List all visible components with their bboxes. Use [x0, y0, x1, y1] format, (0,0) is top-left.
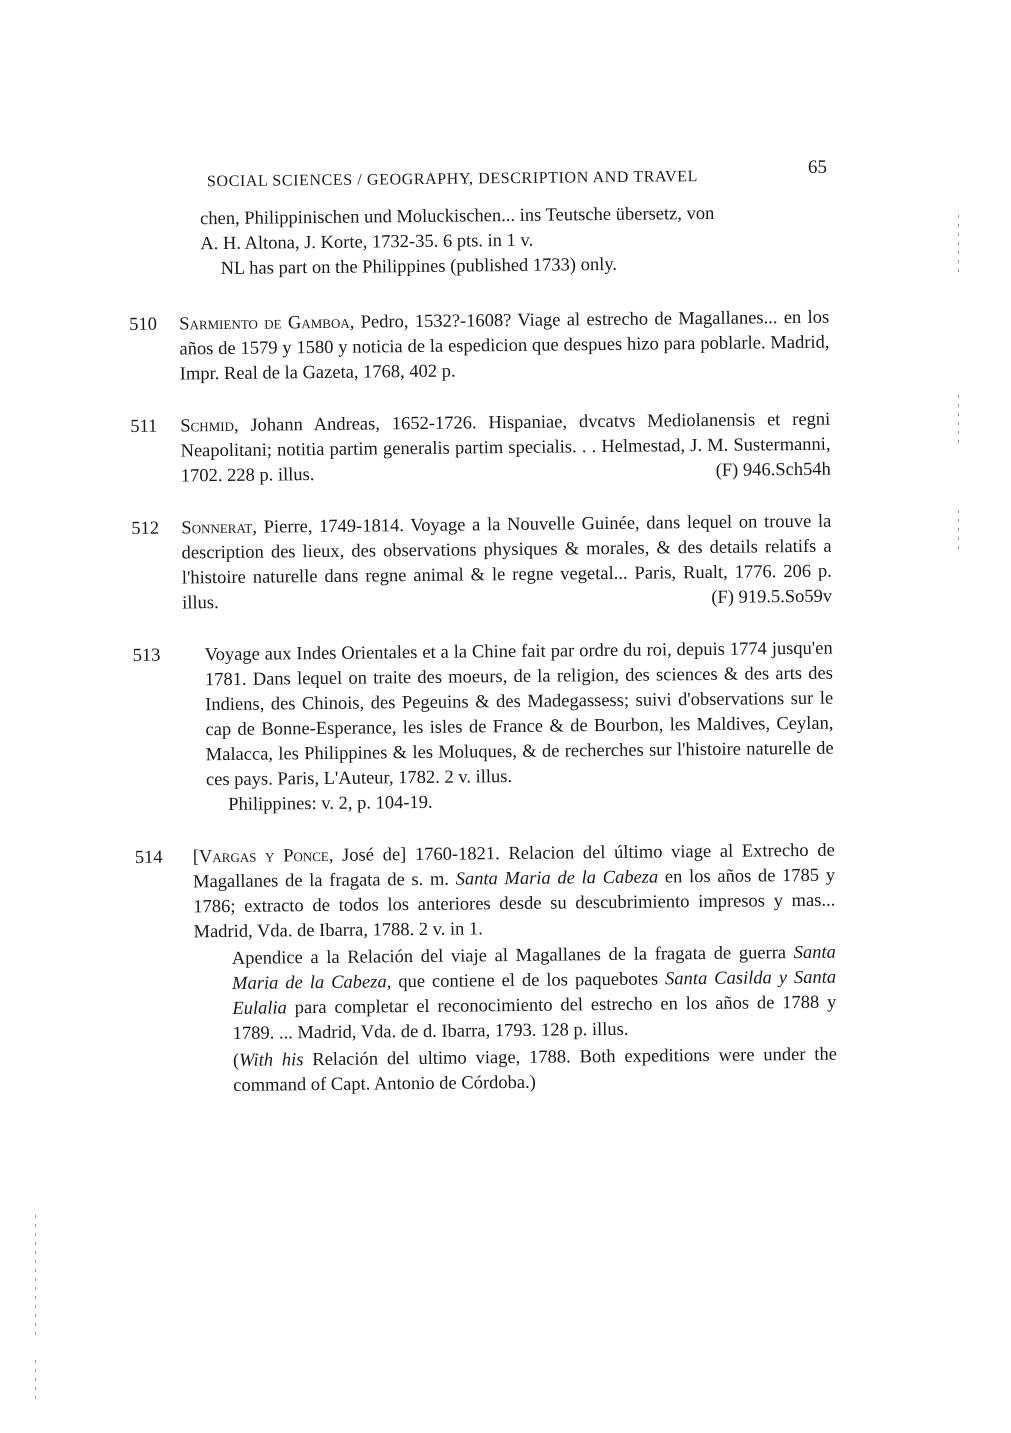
appendix-text: para completar el reconocimiento del estrecho en los años de 1788 y 1789. ... Madrid, Vda. de d. Ibarra, 1793. 128 p. illus.: [232, 992, 837, 1044]
scan-artifact: [35, 1360, 36, 1400]
entry-number: 513: [132, 645, 161, 666]
entry-description: Pedro, 1532?-1608? Viage al estrecho de Magallanes... en los años de 1579 y 1580 y noticia de la espedicion que despues hizo para poblarle. Madrid, Impr. Real de la Gazeta, 1768, 402 p.: [179, 307, 830, 385]
call-number: (F) 919.5.So59v: [711, 586, 833, 608]
entry-number: 511: [130, 416, 158, 437]
running-head-title: SOCIAL SCIENCES / GEOGRAPHY, DESCRIPTION AND TRAVEL: [206, 168, 699, 191]
scan-artifact: [958, 510, 959, 550]
entry-description: Johann Andreas, 1652-1726. Hispaniae, dvcatvs Mediolanensis et regni Neapolitani; notitia partim generalis partim specialis. . . Helmestad, J. M. Sustermanni, 1702. 228 p. illus.: [180, 409, 831, 487]
scan-artifact: [958, 395, 959, 445]
page-number: 65: [807, 156, 827, 178]
entry-description: Pierre, 1749-1814. Voyage a la Nouvelle Guinée, dans lequel on trouve la description des lieux, des observations physiques & morales, & des details relatifs a l'histoire naturelle dans regne animal & le regne vegetal... Paris, Rualt, 1776. 206 p. illus.: [181, 511, 832, 614]
scan-artifact: [35, 1215, 36, 1335]
appendix-text: Apendice a la Relación del viaje al Magallanes de la fragata de guerra: [231, 943, 794, 969]
entry-number: 510: [129, 314, 158, 335]
entry-512: [131, 510, 832, 617]
entry-number: 514: [134, 847, 163, 868]
entry-author: Sarmiento de Gamboa,: [179, 312, 355, 335]
entry-513: [133, 637, 835, 819]
continuation-note: NL has part on the Philippines (published 1733) only.: [220, 254, 618, 280]
entry-appendix: [206, 941, 837, 1048]
with-note-open: (: [232, 1050, 240, 1071]
call-number: (F) 946.Sch54h: [715, 459, 831, 481]
entry-511: [130, 408, 831, 490]
continuation-line: A. H. Altona, J. Korte, 1732-35. 6 pts. in 1 v.: [200, 230, 534, 255]
entry-text: [185, 839, 836, 946]
entry-author: Sonnerat,: [181, 517, 258, 539]
entry-description: José de] 1760-1821. Relacion del último viage al Extrecho de Magallanes de la fragata de s. m.: [192, 840, 835, 893]
bibliography-content: [128, 201, 837, 1100]
appendix-italic: Santa Casilda y Santa Eulalia: [232, 967, 837, 1019]
scan-artifact: [958, 215, 959, 275]
entry-author: Schmid,: [180, 415, 239, 437]
running-header: [207, 157, 827, 203]
entry-title-italic: Santa Maria de la Cabeza: [455, 867, 659, 890]
entry-text: [181, 510, 832, 617]
appendix-text: que contiene el de los paquebotes: [391, 969, 666, 993]
entry-note: Philippines: v. 2, p. 104-19.: [228, 792, 433, 815]
appendix-italic: Santa Maria de la Cabeza,: [232, 942, 836, 994]
continuation-block: [200, 201, 829, 283]
entry-text: [179, 306, 830, 388]
entry-description-continued: en los años de 1785 y 1786; extracto de todos los anteriores desde su descubrimiento impresos y mas... Madrid, Vda. de Ibarra, 1788. 2 v. in 1.: [193, 865, 836, 943]
continuation-line: chen, Philippinischen und Moluckischen... ins Teutsche übersetz, von: [200, 203, 715, 230]
entry-number: 512: [131, 518, 160, 539]
entry-514: [135, 839, 838, 1100]
entry-author: Vargas y Ponce,: [198, 845, 334, 868]
bracket-open: [: [192, 847, 200, 868]
entry-description: Voyage aux Indes Orientales et a la Chine fait par ordre du roi, depuis 1774 jusqu'en 1781. Dans lequel on traite des moeurs, de la religion, des sciences & des arts des Indiens, des Chinois, des Pegeuins & des Madegassess; suivi d'observations sur le cap de Bonne-Esperance, les isles de France & de Bourbon, les Maldives, Ceylan, Malacca, les Philippines & les Moluques, & de recherches sur l'histoire naturelle de ces pays. Paris, L'Auteur, 1782. 2 v. illus.: [204, 638, 834, 791]
entry-text: [180, 408, 831, 490]
entry-text: [183, 637, 835, 794]
with-note-italic: With his: [239, 1050, 304, 1071]
entry-510: [129, 306, 830, 388]
entry-with-note: [207, 1043, 837, 1100]
with-note-text: Relación del ultimo viage, 1788. Both expeditions were under the command of Capt. Antonio de Córdoba.): [233, 1044, 838, 1096]
